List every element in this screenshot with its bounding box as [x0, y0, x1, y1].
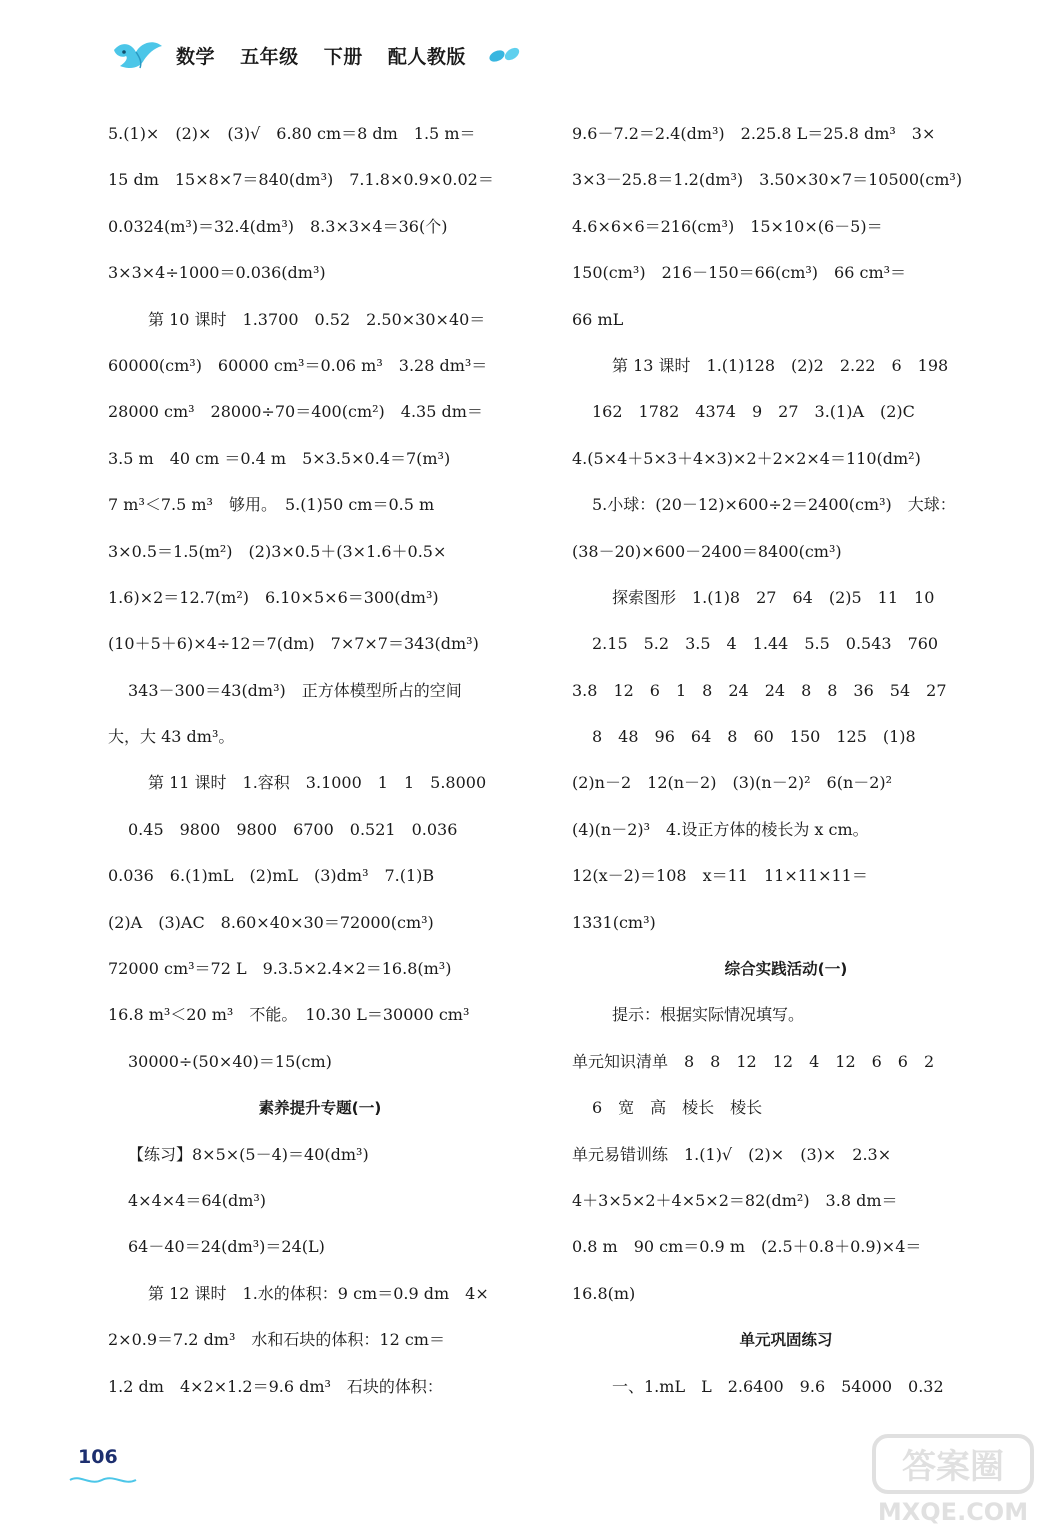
subject-label: 数学: [176, 46, 216, 68]
answer-line: 60000(cm³) 60000 cm³＝0.06 m³ 3.28 dm³＝: [108, 355, 488, 375]
answer-line: 28000 cm³ 28000÷70＝400(cm²) 4.35 dm＝: [108, 402, 483, 422]
answer-line: 4×4×4＝64(dm³): [128, 1190, 267, 1210]
answer-line: 第 10 课时 1.3700 0.52 2.50×30×40＝: [148, 309, 486, 329]
answer-line: 8 48 96 64 8 60 150 125 (1)8: [592, 727, 916, 747]
answer-line: 大，大 43 dm³。: [108, 727, 235, 747]
answer-line: 4.6×6×6＝216(cm³) 15×10×(6－5)＝: [572, 216, 883, 236]
answer-line: 0.45 9800 9800 6700 0.521 0.036: [128, 819, 458, 839]
answer-line: 一、1.mL L 2.6400 9.6 54000 0.32: [612, 1376, 944, 1396]
answer-line: 提示：根据实际情况填写。: [612, 1005, 805, 1025]
volume-label: 下册: [323, 46, 363, 68]
answer-line: 综合实践活动(一): [724, 960, 848, 979]
answer-line: 162 1782 4374 9 27 3.(1)A (2)C: [592, 402, 915, 422]
watermark-logo: [868, 1430, 1038, 1530]
answer-line: 单元易错训练 1.(1)√ (2)× (3)× 2.3×: [572, 1144, 892, 1164]
answer-line: 3×3－25.8＝1.2(dm³) 3.50×30×7＝10500(cm³): [572, 170, 963, 190]
page-number-wave-icon: [68, 1474, 138, 1486]
answer-line: 12(x－2)＝108 x＝11 11×11×11＝: [572, 866, 868, 886]
answer-line: 探索图形 1.(1)8 27 64 (2)5 11 10: [612, 587, 935, 607]
answer-line: 72000 cm³＝72 L 9.3.5×2.4×2＝16.8(m³): [108, 959, 452, 979]
answer-line: 1.6)×2＝12.7(m²) 6.10×5×6＝300(dm³): [108, 587, 439, 607]
answer-line: 5.(1)× (2)× (3)√ 6.80 cm＝8 dm 1.5 m＝: [108, 124, 476, 143]
answer-line: 素养提升专题(一): [258, 1099, 382, 1118]
answer-line: 第 12 课时 1.水的体积：9 cm＝0.9 dm 4×: [148, 1283, 489, 1303]
answer-line: 2.15 5.2 3.5 4 1.44 5.5 0.543 760: [592, 634, 939, 654]
answer-line: (2)A (3)AC 8.60×40×30＝72000(cm³): [108, 912, 434, 932]
answer-line: 3×0.5＝1.5(m²) (2)3×0.5＋(3×1.6＋0.5×: [108, 541, 447, 561]
answer-line: 1.2 dm 4×2×1.2＝9.6 dm³ 石块的体积：: [108, 1376, 443, 1396]
page-number: 106: [78, 1446, 118, 1468]
edition-label: 配人教版: [387, 46, 466, 68]
answer-line: 单元巩固练习: [739, 1331, 833, 1350]
answer-column-right: [572, 116, 1000, 1415]
answer-line: 30000÷(50×40)＝15(cm): [128, 1051, 332, 1071]
answer-line: 16.8 m³＜20 m³ 不能。 10.30 L＝30000 cm³: [108, 1005, 470, 1025]
answer-column-left: [108, 116, 532, 1415]
answer-line: 64－40＝24(dm³)＝24(L): [128, 1237, 325, 1257]
answer-line: 3×3×4÷1000＝0.036(dm³): [108, 263, 326, 283]
answer-line: 6 宽 高 棱长 棱长: [592, 1098, 763, 1118]
answer-line: 15 dm 15×8×7＝840(dm³) 7.1.8×0.9×0.02＝: [108, 170, 494, 190]
svg-text:答案圈: 答案圈: [902, 1447, 1004, 1487]
answer-line: 150(cm³) 216－150＝66(cm³) 66 cm³＝: [572, 263, 907, 283]
answer-line: 4.(5×4＋5×3＋4×3)×2＋2×2×4＝110(dm²): [572, 448, 921, 468]
answer-line: (38－20)×600－2400＝8400(cm³): [572, 541, 842, 561]
answer-line: 【练习】8×5×(5－4)＝40(dm³): [128, 1144, 369, 1164]
answer-line: 第 11 课时 1.容积 3.1000 1 1 5.8000: [148, 773, 487, 793]
answer-line: 0.036 6.(1)mL (2)mL (3)dm³ 7.(1)B: [108, 866, 435, 886]
answer-line: 第 13 课时 1.(1)128 (2)2 2.22 6 198: [612, 355, 949, 375]
answer-line: 3.5 m 40 cm ＝0.4 m 5×3.5×0.4＝7(m³): [108, 448, 451, 468]
answer-line: 5.小球：(20－12)×600÷2＝2400(cm³) 大球：: [592, 495, 956, 515]
answer-line: 343－300＝43(dm³) 正方体模型所占的空间: [128, 680, 462, 700]
answer-line: 4＋3×5×2＋4×5×2＝82(dm²) 3.8 dm＝: [572, 1190, 898, 1210]
svg-text:MXQE.COM: MXQE.COM: [877, 1498, 1029, 1526]
answer-line: 1331(cm³): [572, 912, 656, 932]
answer-line: 9.6－7.2＝2.4(dm³) 2.25.8 L＝25.8 dm³ 3×: [572, 124, 936, 143]
answer-line: 7 m³＜7.5 m³ 够用。 5.(1)50 cm＝0.5 m: [108, 495, 435, 515]
answer-line: 2×0.9＝7.2 dm³ 水和石块的体积：12 cm＝: [108, 1330, 445, 1350]
answer-line: (2)n－2 12(n－2) (3)(n－2)² 6(n－2)²: [572, 773, 893, 793]
answer-line: 0.0324(m³)＝32.4(dm³) 8.3×3×4＝36(个): [108, 216, 448, 236]
answer-line: 0.8 m 90 cm＝0.9 m (2.5＋0.8＋0.9)×4＝: [572, 1237, 922, 1257]
leaves-icon: [488, 46, 522, 64]
answer-line: (4)(n－2)³ 4.设正方体的棱长为 x cm。: [572, 819, 869, 839]
answer-line: 单元知识清单 8 8 12 12 4 12 6 6 2: [572, 1051, 935, 1071]
answer-line: 66 mL: [572, 309, 624, 329]
bird-logo-icon: [110, 36, 166, 76]
header-title: [176, 42, 484, 69]
answer-line: 16.8(m): [572, 1283, 636, 1303]
answer-line: (10＋5＋6)×4÷12＝7(dm) 7×7×7＝343(dm³): [108, 634, 479, 654]
grade-label: 五年级: [240, 46, 299, 68]
answer-line: 3.8 12 6 1 8 24 24 8 8 36 54 27: [572, 680, 947, 700]
